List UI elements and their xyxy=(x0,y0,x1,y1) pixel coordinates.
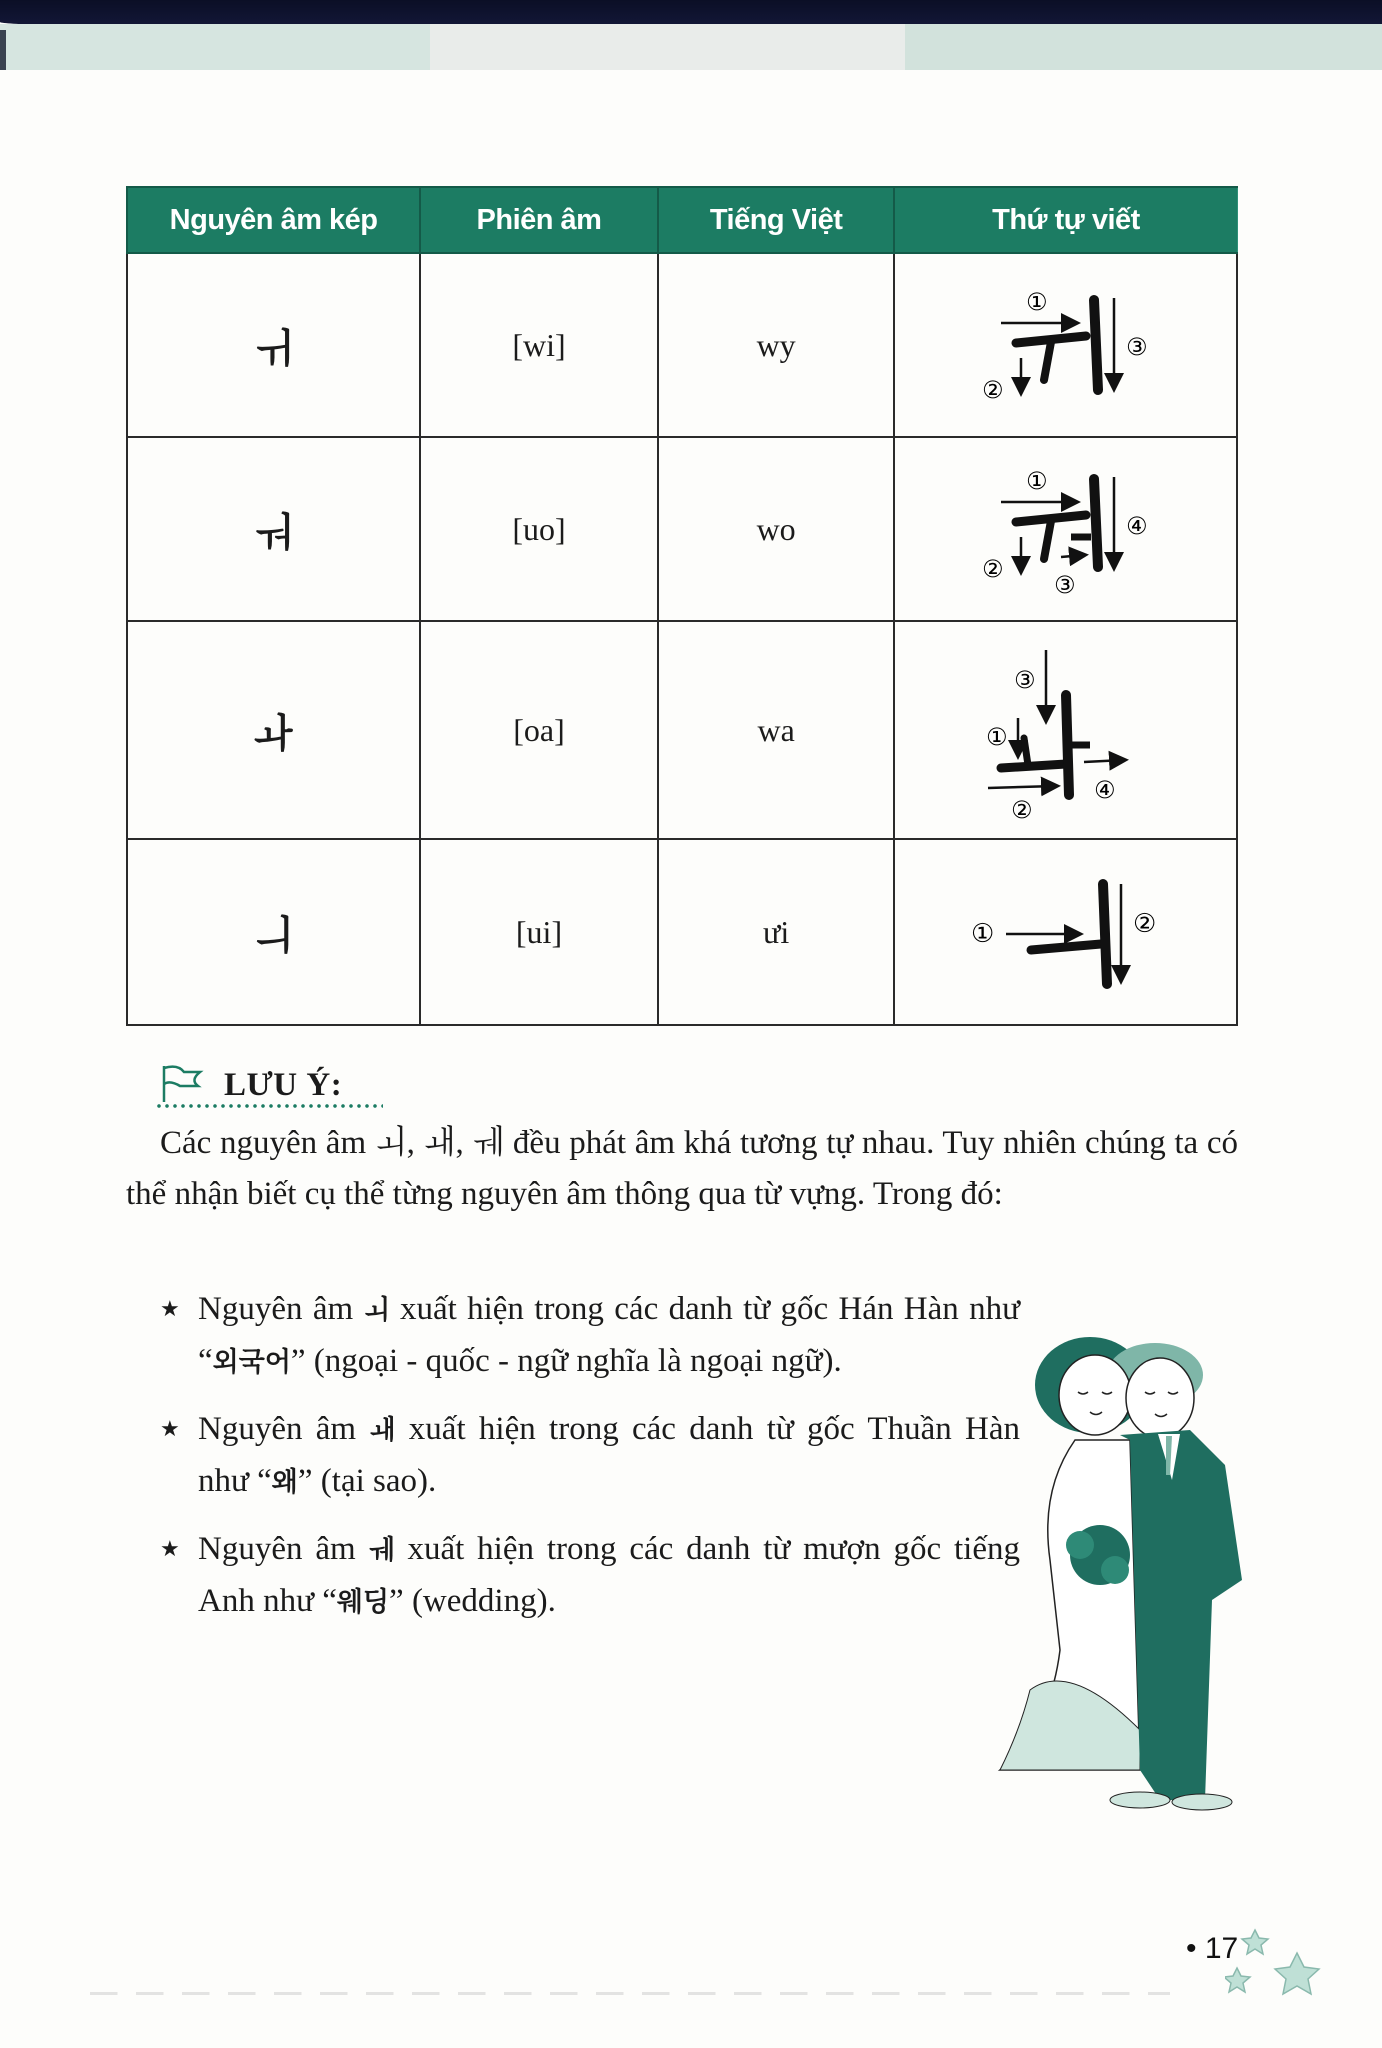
table-row xyxy=(127,437,1237,621)
header-color-band xyxy=(0,24,1382,70)
stroke-order-diagram-wi xyxy=(976,280,1156,410)
svg-text:①: ① xyxy=(1025,288,1048,316)
stroke-order-diagram-wo xyxy=(976,459,1156,599)
star-bullet-icon: ★ xyxy=(160,1536,180,1561)
header-vietnamese: Tiếng Việt xyxy=(658,187,895,253)
note-heading xyxy=(160,1062,342,1106)
footer-divider xyxy=(90,1992,1170,1995)
phonetic-cell: [uo] xyxy=(420,437,658,621)
svg-text:②: ② xyxy=(1132,909,1157,939)
svg-text:④: ④ xyxy=(1125,512,1148,540)
list-item: ★ Nguyên âm ㅙ xuất hiện trong các danh từ gốc Thuần Hàn như “왜” (tại sao). xyxy=(160,1404,1020,1508)
cherry-blossom-icon xyxy=(1225,1925,1335,2015)
svg-text:③: ③ xyxy=(1053,571,1076,599)
note-title: LƯU Ý: xyxy=(224,1067,343,1103)
diphthong-table xyxy=(126,186,1238,1026)
vowel-cell: ㅘ xyxy=(127,621,420,839)
svg-text:①: ① xyxy=(970,919,995,949)
stroke-order-cell xyxy=(894,437,1237,621)
stroke-order-cell xyxy=(894,621,1237,839)
note-bullet-list xyxy=(160,1284,1020,1644)
header-diphthong: Nguyên âm kép xyxy=(127,187,420,253)
vietnamese-cell: wo xyxy=(658,437,895,621)
vietnamese-cell: wa xyxy=(658,621,895,839)
stroke-order-diagram-wa xyxy=(966,640,1166,820)
stroke-order-cell xyxy=(894,253,1237,437)
list-item: ★ Nguyên âm ㅚ xuất hiện trong các danh từ gốc Hán Hàn như “외국어” (ngoại - quốc - ngữ nghĩa là ngoại ngữ). xyxy=(160,1284,1020,1388)
svg-text:③: ③ xyxy=(1013,666,1036,694)
vowel-cell: ㅟ xyxy=(127,253,420,437)
star-bullet-icon: ★ xyxy=(160,1416,180,1441)
svg-text:①: ① xyxy=(985,723,1008,751)
table-row xyxy=(127,253,1237,437)
dotted-underline xyxy=(155,1104,383,1108)
svg-text:②: ② xyxy=(981,555,1004,583)
header-phonetic: Phiên âm xyxy=(420,187,658,253)
star-bullet-icon: ★ xyxy=(160,1296,180,1321)
table-row xyxy=(127,839,1237,1025)
svg-text:①: ① xyxy=(1025,467,1048,495)
note-paragraph-text: Các nguyên âm ㅚ, ㅙ, ㅞ đều phát âm khá tương tự nhau. Tuy nhiên chúng ta có thể nhận biết cụ thể từng nguyên âm thông qua từ vựng. Trong đó: xyxy=(126,1125,1238,1212)
svg-text:②: ② xyxy=(981,376,1004,404)
phonetic-cell: [wi] xyxy=(420,253,658,437)
phonetic-cell: [ui] xyxy=(420,839,658,1025)
svg-text:④: ④ xyxy=(1093,776,1116,804)
phonetic-cell: [oa] xyxy=(420,621,658,839)
header-stroke-order: Thứ tự viết xyxy=(894,187,1237,253)
table-header-row xyxy=(127,187,1237,253)
page-binding-edge xyxy=(0,30,6,70)
vowel-cell: ㅝ xyxy=(127,437,420,621)
stroke-order-diagram-ui xyxy=(961,872,1171,992)
table-row xyxy=(127,621,1237,839)
svg-text:③: ③ xyxy=(1125,333,1148,361)
vietnamese-cell: wy xyxy=(658,253,895,437)
note-paragraph xyxy=(126,1118,1238,1220)
vowel-cell: ㅢ xyxy=(127,839,420,1025)
flag-icon xyxy=(160,1062,210,1106)
list-item: ★ Nguyên âm ㅞ xuất hiện trong các danh từ mượn gốc tiếng Anh như “웨딩” (wedding). xyxy=(160,1524,1020,1628)
svg-text:②: ② xyxy=(1010,796,1033,820)
wedding-couple-illustration xyxy=(980,1330,1250,1820)
vietnamese-cell: ưi xyxy=(658,839,895,1025)
stroke-order-cell xyxy=(894,839,1237,1025)
page-number: • 17 xyxy=(1186,1932,1239,1965)
